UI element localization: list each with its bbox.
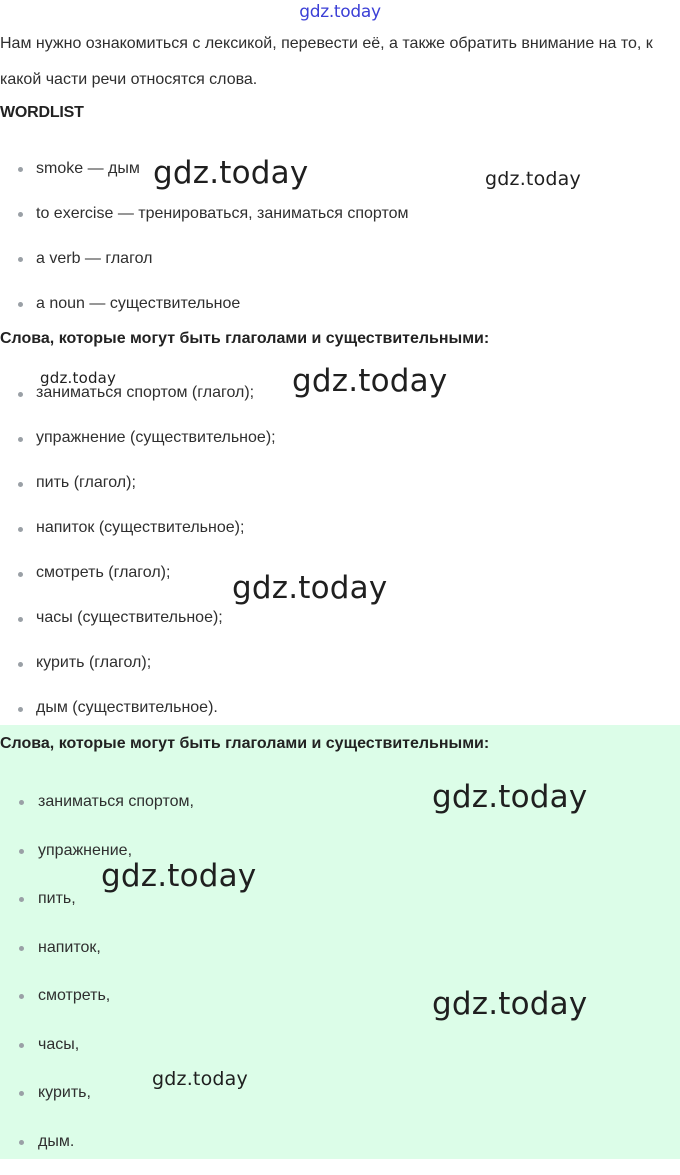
watermark-text: gdz.today [485, 168, 581, 190]
list-item: часы, [0, 1030, 680, 1079]
list-item: курить, [0, 1078, 680, 1127]
list-item: дым (существительное). [0, 693, 680, 738]
list-item: пить (глагол); [0, 468, 680, 513]
list-item: пить, [0, 884, 680, 933]
watermark-text: gdz.today [153, 155, 308, 191]
list-item: дым. [0, 1127, 680, 1175]
watermark-text: gdz.today [292, 363, 447, 399]
watermark-text: gdz.today [40, 369, 116, 387]
list-item: курить (глагол); [0, 648, 680, 693]
list-item: смотреть (глагол); [0, 558, 680, 603]
answer-heading: Слова, которые могут быть глаголами и существительными: [0, 735, 489, 753]
list-item: смотреть, [0, 981, 680, 1030]
mixed-list [0, 378, 680, 738]
list-item: заниматься спортом, [0, 787, 680, 836]
mixed-heading: Слова, которые могут быть глаголами и существительными: [0, 330, 489, 348]
watermark-text: gdz.today [152, 1068, 248, 1090]
list-item: напиток, [0, 933, 680, 982]
list-item: напиток (существительное); [0, 513, 680, 558]
list-item: упражнение, [0, 836, 680, 885]
list-item: a verb — глагол [0, 245, 680, 290]
watermark-text: gdz.today [432, 986, 587, 1022]
intro-text: Нам нужно ознакомиться с лексикой, перевести её, а также обратить внимание на то, к какой части речи относятся слова. [0, 26, 660, 98]
list-item: smoke — дым [0, 155, 680, 200]
list-item: заниматься спортом (глагол); [0, 378, 680, 423]
watermark-text: gdz.today [101, 858, 256, 894]
watermark-text: gdz.today [232, 570, 387, 606]
list-item: a noun — существительное [0, 290, 680, 335]
top-watermark: gdz.today [0, 2, 680, 22]
list-item: часы (существительное); [0, 603, 680, 648]
wordlist-heading: WORDLIST [0, 104, 84, 122]
list-item: упражнение (существительное); [0, 423, 680, 468]
list-item: to exercise — тренироваться, заниматься спортом [0, 200, 680, 245]
answer-list [0, 787, 680, 1175]
watermark-text: gdz.today [432, 779, 587, 815]
